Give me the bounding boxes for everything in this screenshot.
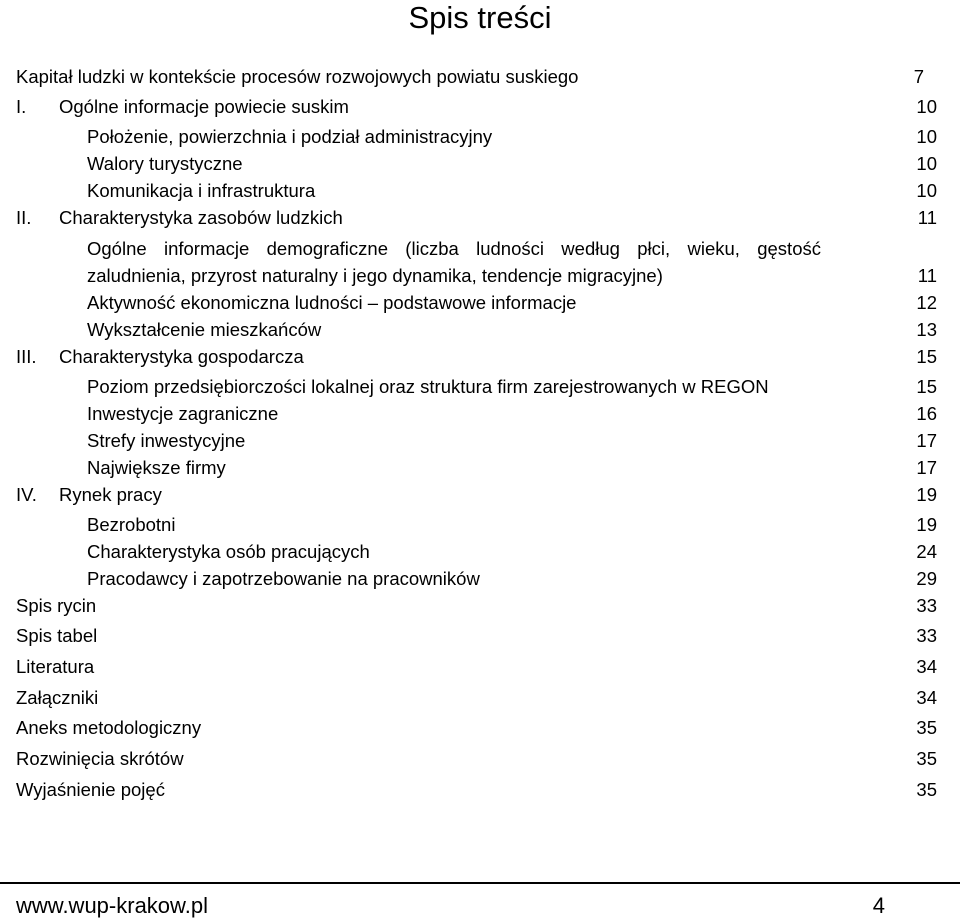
toc-chapter[interactable]: [0, 205, 960, 231]
toc-entry-label: Walory turystyczne: [87, 153, 243, 174]
toc-entry-page: 16: [916, 403, 937, 424]
footer-page-number: 4: [872, 893, 885, 918]
toc-entry-page: 24: [916, 541, 937, 562]
toc-subentry[interactable]: [0, 178, 960, 204]
toc-entry-page: 11: [917, 265, 937, 286]
toc-entry-label: Pracodawcy i zapotrzebowanie na pracowników: [87, 568, 480, 589]
toc-entry-label: Inwestycje zagraniczne: [87, 403, 279, 424]
toc-entry-page: 15: [916, 376, 937, 397]
toc-entry-label: Charakterystyka zasobów ludzkich: [59, 207, 343, 228]
toc-entry[interactable]: [0, 746, 960, 772]
toc-entry-label: Położenie, powierzchnia i podział administracyjny: [87, 126, 493, 147]
toc-entry-page: 17: [916, 430, 937, 451]
toc-entry[interactable]: [0, 623, 960, 649]
toc-entry-label: Bezrobotni: [87, 514, 176, 535]
toc-entry-page: 15: [916, 346, 937, 367]
toc-entry-label: Aktywność ekonomiczna ludności – podstawowe informacje: [87, 292, 577, 313]
toc-entry[interactable]: [0, 64, 960, 90]
toc-entry-page: 33: [916, 595, 937, 616]
toc-entry-page: 13: [916, 319, 937, 340]
chapter-number: III.: [16, 346, 37, 367]
toc-entry-page: 34: [916, 687, 937, 708]
toc-entry-label: Kapitał ludzki w kontekście procesów rozwojowych powiatu suskiego: [16, 66, 579, 87]
toc-entry[interactable]: [0, 685, 960, 711]
toc-entry-page: 35: [916, 717, 937, 738]
toc-entry-label: Wyjaśnienie pojęć: [16, 779, 165, 800]
toc-entry-label: Charakterystyka gospodarcza: [59, 346, 304, 367]
toc-entry-page: 11: [917, 207, 937, 228]
toc-entry-label: Największe firmy: [87, 457, 226, 478]
toc-entry-label: Rynek pracy: [59, 484, 162, 505]
toc-entry-page: 33: [916, 625, 937, 646]
toc-chapter[interactable]: [0, 344, 960, 370]
toc-entry-label: Załączniki: [16, 687, 99, 708]
toc-subentry[interactable]: [0, 290, 960, 316]
toc-entry-page: 35: [916, 779, 937, 800]
toc-subentry[interactable]: [0, 401, 960, 427]
toc-subentry[interactable]: [0, 124, 960, 150]
toc-entry-label-line2: zaludnienia, przyrost naturalny i jego dynamika, tendencje migracyjne): [87, 265, 663, 286]
toc-entry-page: 34: [916, 656, 937, 677]
toc-entry-page: 19: [916, 484, 937, 505]
toc-entry-label: Wykształcenie mieszkańców: [87, 319, 322, 340]
toc-subentry[interactable]: [0, 539, 960, 565]
toc-entry-label: Ogólne informacje powiecie suskim: [59, 96, 349, 117]
toc-entry-page: 35: [916, 748, 937, 769]
toc-chapter[interactable]: [0, 94, 960, 120]
toc-entry-page: 17: [916, 457, 937, 478]
toc-entry[interactable]: [0, 654, 960, 680]
toc-entry-label: Spis rycin: [16, 595, 97, 616]
toc-entry-label: Aneks metodologiczny: [16, 717, 202, 738]
page-title: Spis treści: [408, 0, 552, 35]
toc-entry-label: Charakterystyka osób pracujących: [87, 541, 370, 562]
toc-subentry[interactable]: [0, 317, 960, 343]
toc-entry-page: 10: [916, 153, 937, 174]
toc-entry-page: 10: [916, 180, 937, 201]
toc-entry-label: Spis tabel: [16, 625, 98, 646]
toc-entry[interactable]: [0, 777, 960, 803]
toc-subentry[interactable]: [0, 374, 960, 400]
toc-chapter[interactable]: [0, 482, 960, 508]
toc-entry-page: 7: [913, 66, 924, 87]
toc-subentry[interactable]: [0, 151, 960, 177]
toc-entry-label-line1: Ogólne informacje demograficzne (liczba ludności według płci, wieku, gęstość: [87, 238, 821, 259]
toc-subentry[interactable]: [0, 428, 960, 454]
toc-subentry[interactable]: [0, 455, 960, 481]
toc-subentry[interactable]: [0, 263, 960, 289]
toc-entry-page: 19: [916, 514, 937, 535]
toc-entry[interactable]: [0, 593, 960, 619]
toc-entry-label: Literatura: [16, 656, 95, 677]
toc-entry-label: Komunikacja i infrastruktura: [87, 180, 316, 201]
toc-entry-page: 10: [916, 96, 937, 117]
toc-entry-page: 10: [916, 126, 937, 147]
toc-entry-page: 29: [916, 568, 937, 589]
toc-entry[interactable]: [0, 715, 960, 741]
page-footer: [0, 882, 960, 920]
toc-subentry-line1[interactable]: [0, 236, 960, 262]
toc-subentry[interactable]: [0, 566, 960, 592]
toc-subentry[interactable]: [0, 512, 960, 538]
toc-entry-page: 12: [916, 292, 937, 313]
chapter-number: I.: [16, 96, 27, 117]
chapter-number: IV.: [16, 484, 37, 505]
chapter-number: II.: [16, 207, 32, 228]
toc-entry-label: Poziom przedsiębiorczości lokalnej oraz struktura firm zarejestrowanych w REGON: [87, 376, 769, 397]
footer-url-link[interactable]: www.wup-krakow.pl: [16, 893, 208, 918]
toc-entry-label: Rozwinięcia skrótów: [16, 748, 184, 769]
toc-entry-label: Strefy inwestycyjne: [87, 430, 246, 451]
